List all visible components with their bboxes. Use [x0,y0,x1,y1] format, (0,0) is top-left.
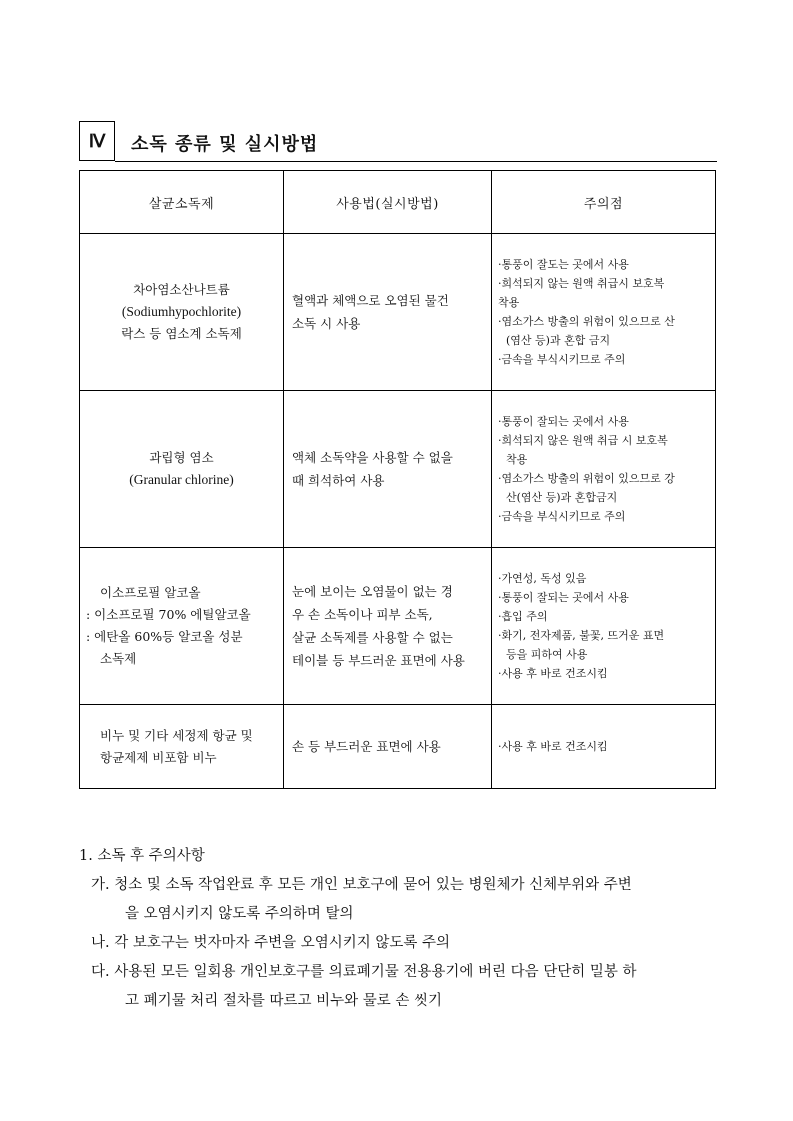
agent-line: 과립형 염소 [149,450,214,465]
caution-line: ·사용 후 바로 건조시킴 [498,740,608,753]
caution-line: ·가연성, 독성 있음 [498,572,587,585]
usage-line: 액체 소독약을 사용할 수 없을 [292,450,453,465]
section-number: Ⅳ [79,121,115,161]
caution-line: ·통풍이 잘도는 곳에서 사용 [498,258,629,271]
note-item: 가. 청소 및 소독 작업완료 후 모든 개인 보호구에 묻어 있는 병원체가 신체부위와 주변 [91,877,632,893]
note-item: 다. 사용된 모든 일회용 개인보호구를 의료폐기물 전용용기에 버린 다음 단단히 밀봉 하 [91,964,637,980]
caution-line: ·희석되지 않는 원액 취급시 보호복 [498,277,665,290]
agent-cell [80,548,284,705]
cautions-cell [492,548,716,705]
note-item-continuation: 을 오염시키지 않도록 주의하며 탈의 [125,906,354,922]
agent-line: : 이소프로필 70% 에틸알코올 [86,607,251,622]
caution-line: ·흡입 주의 [498,610,548,623]
usage-line: 때 희석하여 사용 [292,473,385,488]
col-header-usage: 사용법(실시방법) [284,171,492,234]
usage-line: 우 손 소독이나 피부 소독, [292,607,433,622]
table-row [80,705,716,789]
section-rule [115,161,717,162]
caution-line: ·통풍이 잘되는 곳에서 사용 [498,591,629,604]
caution-line: 착용 [498,296,520,309]
cautions-cell [492,234,716,391]
usage-cell [284,391,492,548]
agent-line: 소독제 [100,651,137,666]
usage-cell [284,234,492,391]
table-header-row [80,171,716,234]
caution-line: ·금속을 부식시키므로 주의 [498,353,626,366]
caution-line: 산(염산 등)과 혼합금지 [506,491,618,504]
usage-line: 손 등 부드러운 표면에 사용 [292,739,441,754]
notes-heading: 1. 소독 후 주의사항 [79,848,205,864]
agent-line: 항균제제 비포함 비누 [100,749,217,765]
usage-line: 눈에 보이는 오염물이 없는 경 [292,584,453,599]
caution-line: ·통풍이 잘되는 곳에서 사용 [498,415,629,428]
agent-line: (Sodiumhypochlorite) [121,304,242,319]
usage-line: 소독 시 사용 [292,316,361,331]
note-item: 나. 각 보호구는 벗자마자 주변을 오염시키지 않도록 주의 [91,935,451,951]
usage-line: 혈액과 체액으로 오염된 물건 [292,293,449,308]
table-row [80,391,716,548]
agent-cell [80,391,284,548]
cautions-cell [492,391,716,548]
section-header [79,121,717,163]
disinfectant-table [79,170,716,789]
caution-line: ·화기, 전자제품, 불꽃, 뜨거운 표면 [498,629,665,642]
caution-line: 착용 [506,453,528,466]
caution-line: ·염소가스 방출의 위험이 있으므로 강 [498,472,675,485]
agent-cell [80,234,284,391]
agent-cell [80,705,284,789]
usage-line: 살균 소독제를 사용할 수 없는 [292,630,453,645]
table-row [80,234,716,391]
caution-line: ·염소가스 방출의 위험이 있으므로 산 [498,315,675,328]
usage-line: 테이블 등 부드러운 표면에 사용 [292,653,465,668]
caution-line: ·금속을 부식시키므로 주의 [498,510,626,523]
caution-line: 등을 피하여 사용 [506,648,588,661]
section-title: 소독 종류 및 실시방법 [131,134,319,155]
usage-cell [284,705,492,789]
col-header-cautions: 주의점 [492,171,716,234]
agent-line: 비누 및 기타 세정제 항균 및 [100,727,253,743]
usage-cell [284,548,492,705]
post-disinfection-notes [79,842,637,1016]
cautions-cell [492,705,716,789]
agent-line: 이소프로필 알코올 [100,585,201,600]
caution-line: ·희석되지 않은 원액 취급 시 보호복 [498,434,668,447]
agent-line: (Granular chlorine) [129,472,234,487]
caution-line: (염산 등)과 혼합 금지 [506,334,611,347]
agent-line: 락스 등 염소계 소독제 [121,326,242,341]
agent-line: : 에탄올 60%등 알코올 성분 [86,629,243,644]
col-header-agent: 살균소독제 [80,171,284,234]
agent-line: 차아염소산나트륨 [133,282,230,297]
note-item-continuation: 고 폐기물 처리 절차를 따르고 비누와 물로 손 씻기 [125,993,443,1009]
table-row [80,548,716,705]
caution-line: ·사용 후 바로 건조시킴 [498,667,608,680]
